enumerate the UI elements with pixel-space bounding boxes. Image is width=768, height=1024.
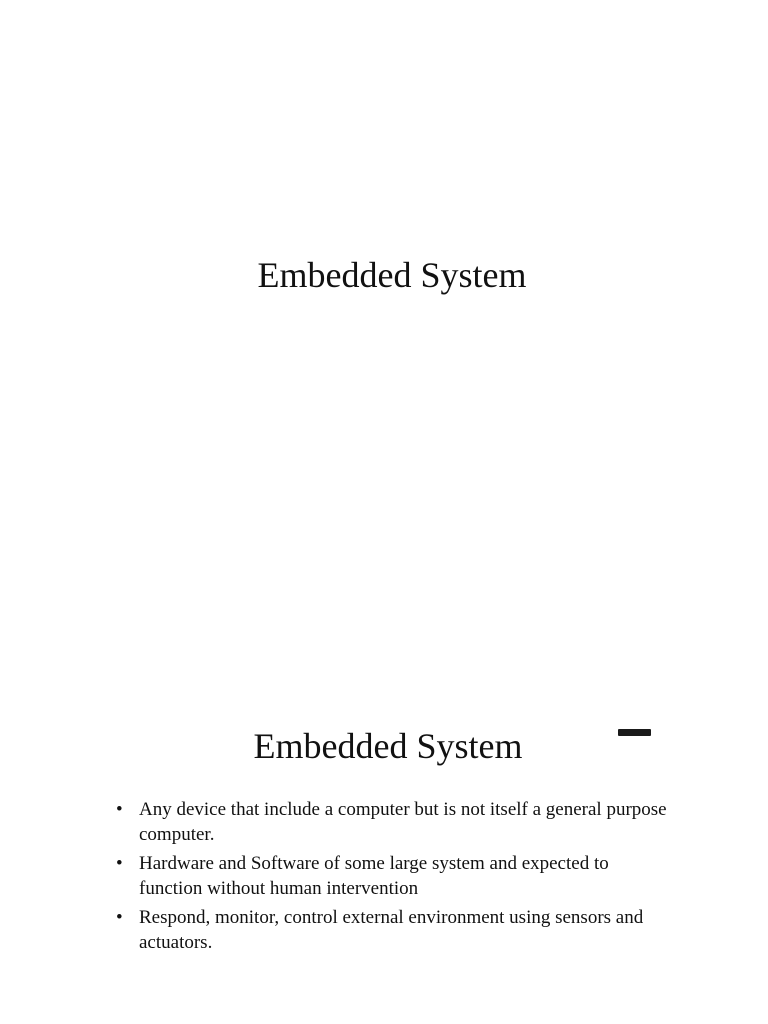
bullet-text: Hardware and Software of some large system and expected to function without human intervention <box>139 853 609 899</box>
accent-bar <box>618 729 651 736</box>
bullet-item <box>114 797 674 847</box>
bullet-icon: • <box>116 907 123 928</box>
bullet-icon: • <box>116 853 123 874</box>
bullet-item <box>114 851 674 901</box>
bullet-icon: • <box>116 799 123 820</box>
bullet-list <box>114 797 674 959</box>
bullet-item <box>114 905 674 955</box>
slide-title: Embedded System <box>253 726 523 766</box>
bullet-text: Respond, monitor, control external environment using sensors and actuators. <box>139 907 644 953</box>
slide-definition <box>0 512 768 1024</box>
bullet-text: Any device that include a computer but is not itself a general purpose computer. <box>139 799 667 845</box>
slide-title: Embedded System <box>257 255 527 295</box>
